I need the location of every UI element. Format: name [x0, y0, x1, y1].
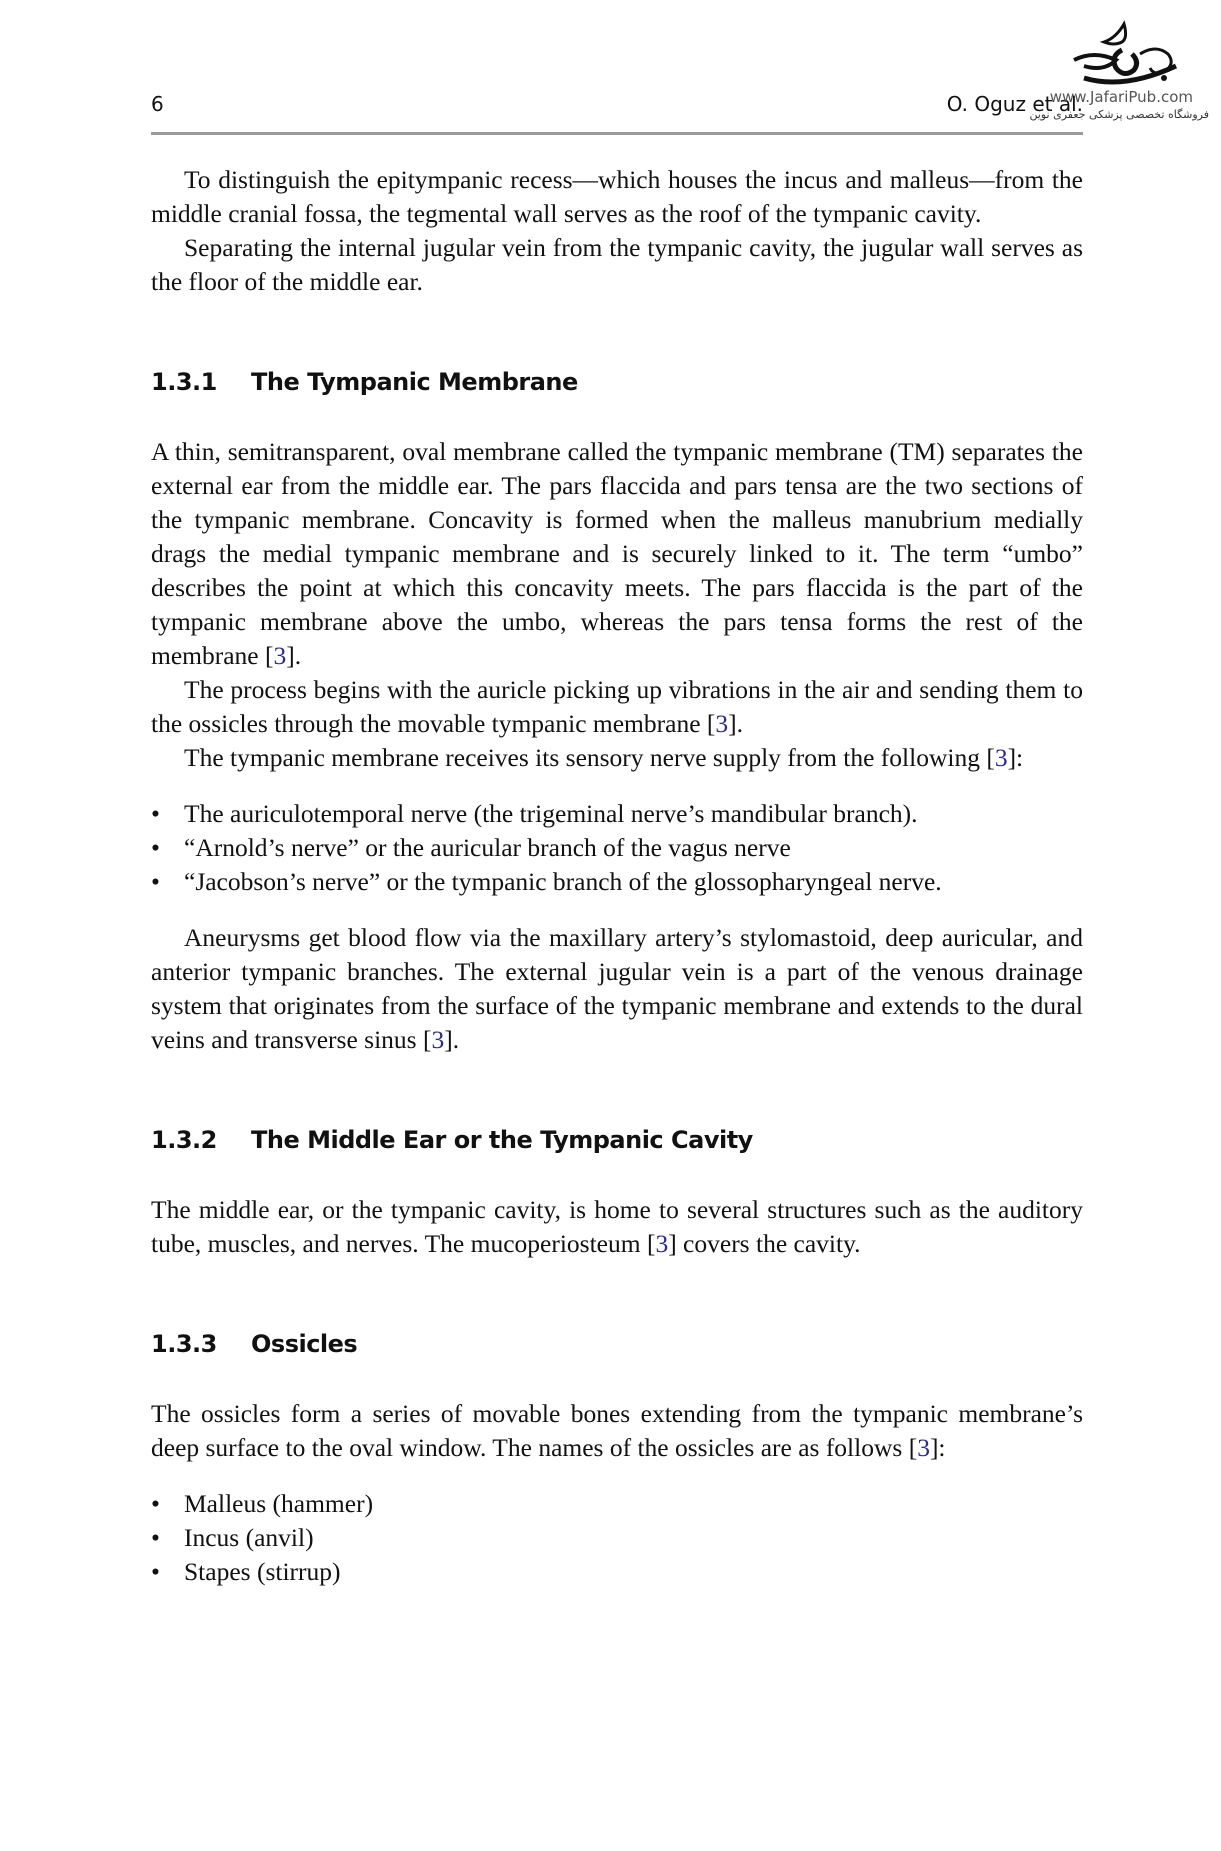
- nerve-supply-list: [151, 797, 1083, 899]
- citation-link[interactable]: 3: [917, 1433, 930, 1462]
- watermark: [1019, 20, 1209, 121]
- header-rule: [151, 132, 1083, 135]
- middle-ear-paragraph: The middle ear, or the tympanic cavity, is home to several structures such as the auditory tube, muscles, and nerves. The mucoperiosteum [3] covers the cavity.: [151, 1195, 1083, 1258]
- section-number: 1.3.3: [151, 1330, 217, 1358]
- list-item: • “Jacobson’s nerve” or the tympanic branch of the glossopharyngeal nerve.: [151, 865, 1083, 899]
- tm-paragraph-3: The tympanic membrane receives its sensory nerve supply from the following [3]:: [184, 743, 1024, 772]
- ossicles-list: [151, 1487, 1083, 1589]
- section-heading-1-3-2: [151, 1123, 1083, 1157]
- section-number: 1.3.1: [151, 368, 217, 396]
- section-title: The Middle Ear or the Tympanic Cavity: [251, 1126, 753, 1154]
- list-item: • Incus (anvil): [151, 1521, 1083, 1555]
- running-head: O. Oguz et al.: [946, 92, 1083, 116]
- watermark-url: www.JafariPub.com: [1049, 88, 1193, 106]
- tm-paragraph-1: A thin, semitransparent, oval membrane called the tympanic membrane (TM) separates the external ear from the middle ear. The pars flaccida and pars tensa are the two sections of the tympanic membrane. Concavity is formed when the malleus manubrium medially drags the medial tympanic membrane and is securely linked to it. The term “umbo” describes the point at which this concavity meets. The pars flaccida is the part of the tympanic membrane above the umbo, whereas the pars tensa forms the rest of the membrane [3].: [151, 437, 1083, 670]
- section-title: The Tympanic Membrane: [251, 368, 578, 396]
- section-title: Ossicles: [251, 1330, 358, 1358]
- list-item: • “Arnold’s nerve” or the auricular branch of the vagus nerve: [151, 831, 1083, 865]
- jafaripub-logo-icon: [1064, 20, 1184, 90]
- intro-paragraph-2: Separating the internal jugular vein from the tympanic cavity, the jugular wall serves as the floor of the middle ear.: [151, 233, 1083, 296]
- citation-link[interactable]: 3: [715, 709, 729, 738]
- citation-link[interactable]: 3: [655, 1229, 669, 1258]
- citation-link[interactable]: 3: [431, 1025, 445, 1054]
- page-header: [151, 92, 1083, 122]
- tm-paragraph-4: Aneurysms get blood flow via the maxillary artery’s stylomastoid, deep auricular, and anterior tympanic branches. The external jugular vein is a part of the venous drainage system that originates from the surface of the tympanic membrane and extends to the dural veins and transverse sinus [3].: [151, 923, 1083, 1054]
- section-number: 1.3.2: [151, 1126, 217, 1154]
- citation-link[interactable]: 3: [273, 641, 287, 670]
- section-heading-1-3-3: [151, 1327, 1083, 1361]
- tm-paragraph-2: The process begins with the auricle picking up vibrations in the air and sending them to the ossicles through the movable tympanic membrane [3].: [151, 675, 1083, 738]
- watermark-tagline: فروشگاه تخصصی پزشکی جعفری نوین: [1029, 108, 1209, 121]
- page-body: [151, 163, 1083, 1589]
- list-item: • Malleus (hammer): [151, 1487, 1083, 1521]
- intro-paragraph-1: To distinguish the epitympanic recess—which houses the incus and malleus—from the middle cranial fossa, the tegmental wall serves as the roof of the tympanic cavity.: [151, 165, 1083, 228]
- list-item: • The auriculotemporal nerve (the trigeminal nerve’s mandibular branch).: [151, 797, 1083, 831]
- section-heading-1-3-1: [151, 365, 1083, 399]
- list-item: • Stapes (stirrup): [151, 1555, 1083, 1589]
- page-number: 6: [151, 92, 164, 116]
- ossicles-paragraph: The ossicles form a series of movable bones extending from the tympanic membrane’s deep surface to the oval window. The names of the ossicles are as follows [3]:: [151, 1399, 1083, 1462]
- citation-link[interactable]: 3: [994, 743, 1008, 772]
